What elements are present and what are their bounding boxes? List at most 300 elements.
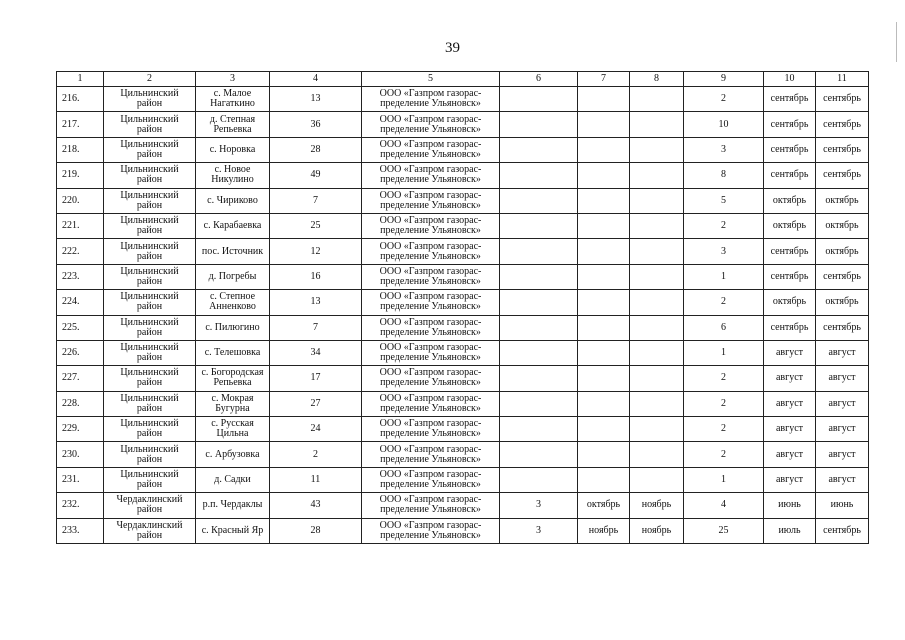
district-cell-line: район <box>136 453 163 465</box>
header-cell: 8 <box>630 72 684 87</box>
organization-cell <box>362 87 500 112</box>
col10-month-cell: август <box>764 340 816 365</box>
table-row <box>57 442 869 467</box>
row-number: 228. <box>57 391 104 416</box>
col4-cell: 16 <box>270 264 362 289</box>
settlement-cell-line: д. Степная <box>209 113 256 125</box>
settlement-cell <box>196 112 270 137</box>
header-cell: 6 <box>500 72 578 87</box>
organization-cell <box>362 340 500 365</box>
organization-cell <box>362 112 500 137</box>
organization-cell <box>362 467 500 492</box>
col7-cell <box>578 442 630 467</box>
organization-cell <box>362 137 500 162</box>
district-cell-line: Чердаклинский <box>116 494 183 506</box>
settlement-cell-line: Бугурна <box>215 402 250 414</box>
header-cell: 7 <box>578 72 630 87</box>
row-number: 220. <box>57 188 104 213</box>
table-row <box>57 493 869 518</box>
organization-cell-line: пределение Ульяновск» <box>380 250 481 262</box>
district-cell-line: район <box>136 504 163 516</box>
district-cell <box>104 442 196 467</box>
header-cell: 3 <box>196 72 270 87</box>
district-cell <box>104 467 196 492</box>
col6-cell <box>500 112 578 137</box>
organization-cell-line: пределение Ульяновск» <box>380 199 481 211</box>
col6-cell <box>500 391 578 416</box>
col4-cell: 13 <box>270 290 362 315</box>
district-cell-line: район <box>136 275 163 287</box>
col10-month-cell: сентябрь <box>764 137 816 162</box>
settlement-cell <box>196 87 270 112</box>
col8-cell <box>630 442 684 467</box>
organization-cell-line: ООО «Газпром газорас- <box>379 392 482 404</box>
col8-cell <box>630 417 684 442</box>
col10-month-cell: октябрь <box>764 290 816 315</box>
data-table <box>56 71 869 544</box>
col6-cell <box>500 264 578 289</box>
col9-cell: 4 <box>684 493 764 518</box>
organization-cell <box>362 442 500 467</box>
col7-cell <box>578 315 630 340</box>
page-number: 39 <box>445 40 460 56</box>
col8-cell <box>630 87 684 112</box>
col11-month-cell: сентябрь <box>816 518 869 543</box>
organization-cell-line: пределение Ульяновск» <box>380 504 481 516</box>
settlement-cell <box>196 467 270 492</box>
district-cell-line: Цильнинский <box>120 88 179 100</box>
table-row <box>57 188 869 213</box>
col8-cell <box>630 112 684 137</box>
district-cell-line: район <box>136 529 163 541</box>
district-cell-line: район <box>136 377 163 389</box>
table-row <box>57 239 869 264</box>
district-cell-line: район <box>136 250 163 262</box>
col10-month-cell: октябрь <box>764 188 816 213</box>
organization-cell-line: ООО «Газпром газорас- <box>379 189 482 201</box>
organization-cell-line: ООО «Газпром газорас- <box>379 291 482 303</box>
organization-cell-line: ООО «Газпром газорас- <box>379 240 482 252</box>
col10-month-cell: сентябрь <box>764 239 816 264</box>
organization-cell-line: пределение Ульяновск» <box>380 428 481 440</box>
col4-cell: 7 <box>270 315 362 340</box>
organization-cell <box>362 493 500 518</box>
district-cell-line: район <box>136 199 163 211</box>
col6-cell <box>500 239 578 264</box>
col10-month-cell: август <box>764 442 816 467</box>
col6-cell <box>500 467 578 492</box>
col10-month-cell: июль <box>764 518 816 543</box>
col9-cell: 1 <box>684 340 764 365</box>
col4-cell: 36 <box>270 112 362 137</box>
settlement-cell <box>196 391 270 416</box>
col7-cell <box>578 239 630 264</box>
settlement-cell <box>196 493 270 518</box>
settlement-cell-line: с. Степное <box>209 291 256 303</box>
row-number: 224. <box>57 290 104 315</box>
district-cell <box>104 112 196 137</box>
district-cell <box>104 137 196 162</box>
settlement-cell-line: с. Арбузовка <box>205 448 260 460</box>
col11-month-cell: сентябрь <box>816 112 869 137</box>
col4-cell: 2 <box>270 442 362 467</box>
organization-cell-line: ООО «Газпром газорас- <box>379 494 482 506</box>
col9-cell: 3 <box>684 239 764 264</box>
organization-cell-line: пределение Ульяновск» <box>380 98 481 110</box>
table-row <box>57 112 869 137</box>
col11-month-cell: сентябрь <box>816 87 869 112</box>
settlement-cell-line: д. Погребы <box>208 270 257 282</box>
district-cell-line: район <box>136 98 163 110</box>
col9-cell: 2 <box>684 213 764 238</box>
district-cell-line: Цильнинский <box>120 367 179 379</box>
row-number: 226. <box>57 340 104 365</box>
col4-cell: 28 <box>270 137 362 162</box>
row-number: 233. <box>57 518 104 543</box>
settlement-cell <box>196 213 270 238</box>
district-cell <box>104 417 196 442</box>
col9-cell: 25 <box>684 518 764 543</box>
row-number: 229. <box>57 417 104 442</box>
settlement-cell <box>196 163 270 188</box>
col4-cell: 34 <box>270 340 362 365</box>
header-cell: 2 <box>104 72 196 87</box>
col11-month-cell: август <box>816 391 869 416</box>
settlement-cell <box>196 239 270 264</box>
district-cell-line: район <box>136 479 163 491</box>
district-cell-line: Цильнинский <box>120 215 179 227</box>
col11-month-cell: октябрь <box>816 239 869 264</box>
col11-month-cell: август <box>816 467 869 492</box>
settlement-cell-line: с. Красный Яр <box>201 524 264 536</box>
organization-cell-line: ООО «Газпром газорас- <box>379 443 482 455</box>
table-row <box>57 417 869 442</box>
col6-cell <box>500 442 578 467</box>
organization-cell-line: пределение Ульяновск» <box>380 479 481 491</box>
district-cell-line: Цильнинский <box>120 291 179 303</box>
col6-cell <box>500 87 578 112</box>
col9-cell: 2 <box>684 290 764 315</box>
col10-month-cell: август <box>764 391 816 416</box>
header-cell: 9 <box>684 72 764 87</box>
organization-cell <box>362 315 500 340</box>
col9-cell: 10 <box>684 112 764 137</box>
col6-cell <box>500 188 578 213</box>
organization-cell <box>362 518 500 543</box>
district-cell <box>104 188 196 213</box>
col7-cell <box>578 391 630 416</box>
district-cell-line: Цильнинский <box>120 418 179 430</box>
col8-cell <box>630 290 684 315</box>
organization-cell-line: пределение Ульяновск» <box>380 174 481 186</box>
organization-cell-line: ООО «Газпром газорас- <box>379 164 482 176</box>
col8-cell <box>630 366 684 391</box>
settlement-cell-line: Анненково <box>209 301 256 313</box>
header-cell: 11 <box>816 72 869 87</box>
col6-cell <box>500 163 578 188</box>
col7-cell <box>578 467 630 492</box>
col10-month-cell: сентябрь <box>764 163 816 188</box>
row-number: 227. <box>57 366 104 391</box>
row-number: 216. <box>57 87 104 112</box>
district-cell-line: район <box>136 225 163 237</box>
row-number: 231. <box>57 467 104 492</box>
col9-cell: 5 <box>684 188 764 213</box>
col8-cell <box>630 137 684 162</box>
district-cell-line: Цильнинский <box>120 469 179 481</box>
settlement-cell-line: р.п. Чердаклы <box>202 499 263 511</box>
col9-cell: 2 <box>684 391 764 416</box>
settlement-cell-line: Репьевка <box>213 377 252 389</box>
col10-month-cell: июнь <box>764 493 816 518</box>
table-row <box>57 213 869 238</box>
col8-cell: ноябрь <box>630 493 684 518</box>
organization-cell-line: пределение Ульяновск» <box>380 377 481 389</box>
organization-cell-line: пределение Ульяновск» <box>380 453 481 465</box>
organization-cell-line: пределение Ульяновск» <box>380 123 481 135</box>
col11-month-cell: июнь <box>816 493 869 518</box>
settlement-cell <box>196 264 270 289</box>
col8-cell <box>630 264 684 289</box>
col6-cell <box>500 366 578 391</box>
col11-month-cell: октябрь <box>816 213 869 238</box>
organization-cell-line: пределение Ульяновск» <box>380 275 481 287</box>
col9-cell: 2 <box>684 87 764 112</box>
district-cell <box>104 518 196 543</box>
settlement-cell <box>196 137 270 162</box>
settlement-cell <box>196 518 270 543</box>
settlement-cell-line: с. Мокрая <box>211 392 254 404</box>
col6-cell <box>500 137 578 162</box>
district-cell-line: Цильнинский <box>120 392 179 404</box>
col4-cell: 24 <box>270 417 362 442</box>
col7-cell <box>578 87 630 112</box>
header-cell: 1 <box>57 72 104 87</box>
settlement-cell-line: пос. Источник <box>201 245 264 257</box>
table-row <box>57 137 869 162</box>
col7-cell <box>578 340 630 365</box>
col10-month-cell: август <box>764 467 816 492</box>
col9-cell: 8 <box>684 163 764 188</box>
settlement-cell <box>196 366 270 391</box>
organization-cell <box>362 264 500 289</box>
col9-cell: 1 <box>684 264 764 289</box>
district-cell-line: Цильнинский <box>120 164 179 176</box>
col11-month-cell: август <box>816 366 869 391</box>
col7-cell <box>578 188 630 213</box>
col9-cell: 3 <box>684 137 764 162</box>
organization-cell-line: пределение Ульяновск» <box>380 352 481 364</box>
settlement-cell <box>196 340 270 365</box>
col8-cell <box>630 188 684 213</box>
organization-cell <box>362 163 500 188</box>
organization-cell-line: пределение Ульяновск» <box>380 148 481 160</box>
organization-cell-line: ООО «Газпром газорас- <box>379 342 482 354</box>
col8-cell: ноябрь <box>630 518 684 543</box>
district-cell <box>104 163 196 188</box>
district-cell <box>104 239 196 264</box>
settlement-cell-line: Цильна <box>216 428 249 440</box>
col7-cell <box>578 290 630 315</box>
col4-cell: 13 <box>270 87 362 112</box>
organization-cell-line: ООО «Газпром газорас- <box>379 316 482 328</box>
district-cell-line: Цильнинский <box>120 240 179 252</box>
col11-month-cell: август <box>816 417 869 442</box>
organization-cell-line: ООО «Газпром газорас- <box>379 138 482 150</box>
col7-cell <box>578 366 630 391</box>
organization-cell <box>362 213 500 238</box>
district-cell-line: район <box>136 148 163 160</box>
col11-month-cell: октябрь <box>816 188 869 213</box>
district-cell-line: район <box>136 428 163 440</box>
district-cell-line: Цильнинский <box>120 265 179 277</box>
col8-cell <box>630 315 684 340</box>
table-row <box>57 163 869 188</box>
header-cell: 5 <box>362 72 500 87</box>
settlement-cell-line: с. Телешовка <box>204 347 261 359</box>
settlement-cell-line: с. Чириково <box>207 194 258 206</box>
col8-cell <box>630 340 684 365</box>
district-cell <box>104 340 196 365</box>
col6-cell <box>500 213 578 238</box>
settlement-cell-line: д. Садки <box>214 474 251 486</box>
col8-cell <box>630 239 684 264</box>
organization-cell-line: ООО «Газпром газорас- <box>379 265 482 277</box>
col10-month-cell: сентябрь <box>764 87 816 112</box>
margin-mark <box>896 22 897 62</box>
col4-cell: 12 <box>270 239 362 264</box>
organization-cell <box>362 188 500 213</box>
col9-cell: 1 <box>684 467 764 492</box>
organization-cell-line: пределение Ульяновск» <box>380 225 481 237</box>
organization-cell-line: ООО «Газпром газорас- <box>379 215 482 227</box>
col6-cell <box>500 290 578 315</box>
col11-month-cell: сентябрь <box>816 137 869 162</box>
organization-cell-line: ООО «Газпром газорас- <box>379 367 482 379</box>
col4-cell: 7 <box>270 188 362 213</box>
col11-month-cell: сентябрь <box>816 163 869 188</box>
col7-cell <box>578 213 630 238</box>
row-number: 218. <box>57 137 104 162</box>
organization-cell-line: пределение Ульяновск» <box>380 529 481 541</box>
table-row <box>57 366 869 391</box>
district-cell-line: Чердаклинский <box>116 519 183 531</box>
district-cell-line: район <box>136 402 163 414</box>
col7-cell <box>578 163 630 188</box>
district-cell-line: район <box>136 301 163 313</box>
table-row <box>57 290 869 315</box>
district-cell-line: Цильнинский <box>120 138 179 150</box>
col11-month-cell: сентябрь <box>816 315 869 340</box>
col10-month-cell: август <box>764 417 816 442</box>
col4-cell: 49 <box>270 163 362 188</box>
col8-cell <box>630 213 684 238</box>
col7-cell <box>578 112 630 137</box>
col4-cell: 28 <box>270 518 362 543</box>
col9-cell: 6 <box>684 315 764 340</box>
table-row <box>57 518 869 543</box>
settlement-cell <box>196 442 270 467</box>
col4-cell: 25 <box>270 213 362 238</box>
district-cell <box>104 290 196 315</box>
col10-month-cell: октябрь <box>764 213 816 238</box>
settlement-cell-line: Нагаткино <box>210 98 255 110</box>
district-cell-line: Цильнинский <box>120 342 179 354</box>
organization-cell-line: ООО «Газпром газорас- <box>379 469 482 481</box>
table-header-row <box>57 72 869 87</box>
settlement-cell-line: с. Карабаевка <box>203 220 262 232</box>
organization-cell-line: пределение Ульяновск» <box>380 301 481 313</box>
col10-month-cell: сентябрь <box>764 315 816 340</box>
organization-cell <box>362 391 500 416</box>
col7-cell <box>578 264 630 289</box>
col8-cell <box>630 467 684 492</box>
col10-month-cell: август <box>764 366 816 391</box>
row-number: 223. <box>57 264 104 289</box>
district-cell-line: Цильнинский <box>120 443 179 455</box>
col4-cell: 27 <box>270 391 362 416</box>
settlement-cell-line: с. Норовка <box>209 143 256 155</box>
district-cell <box>104 493 196 518</box>
district-cell <box>104 213 196 238</box>
organization-cell-line: пределение Ульяновск» <box>380 402 481 414</box>
row-number: 232. <box>57 493 104 518</box>
table-row <box>57 264 869 289</box>
col11-month-cell: август <box>816 340 869 365</box>
col8-cell <box>630 163 684 188</box>
col7-cell <box>578 417 630 442</box>
settlement-cell-line: с. Пилюгино <box>205 321 260 333</box>
col11-month-cell: сентябрь <box>816 264 869 289</box>
organization-cell-line: пределение Ульяновск» <box>380 326 481 338</box>
settlement-cell <box>196 290 270 315</box>
row-number: 221. <box>57 213 104 238</box>
col9-cell: 2 <box>684 417 764 442</box>
col6-cell <box>500 340 578 365</box>
table-row <box>57 315 869 340</box>
organization-cell-line: ООО «Газпром газорас- <box>379 88 482 100</box>
table-body <box>57 72 869 544</box>
district-cell <box>104 315 196 340</box>
col7-cell: октябрь <box>578 493 630 518</box>
col9-cell: 2 <box>684 366 764 391</box>
table-row <box>57 87 869 112</box>
col4-cell: 11 <box>270 467 362 492</box>
row-number: 217. <box>57 112 104 137</box>
district-cell-line: Цильнинский <box>120 113 179 125</box>
district-cell-line: район <box>136 174 163 186</box>
col7-cell: ноябрь <box>578 518 630 543</box>
district-cell-line: Цильнинский <box>120 316 179 328</box>
settlement-cell-line: с. Малое <box>213 88 252 100</box>
settlement-cell-line: с. Русская <box>211 418 254 430</box>
settlement-cell-line: с. Новое <box>214 164 251 176</box>
district-cell <box>104 391 196 416</box>
organization-cell <box>362 239 500 264</box>
organization-cell <box>362 290 500 315</box>
col11-month-cell: август <box>816 442 869 467</box>
col10-month-cell: сентябрь <box>764 264 816 289</box>
col6-cell: 3 <box>500 493 578 518</box>
row-number: 222. <box>57 239 104 264</box>
organization-cell-line: ООО «Газпром газорас- <box>379 519 482 531</box>
table-row <box>57 340 869 365</box>
settlement-cell <box>196 315 270 340</box>
header-cell: 10 <box>764 72 816 87</box>
col6-cell <box>500 315 578 340</box>
row-number: 225. <box>57 315 104 340</box>
col9-cell: 2 <box>684 442 764 467</box>
